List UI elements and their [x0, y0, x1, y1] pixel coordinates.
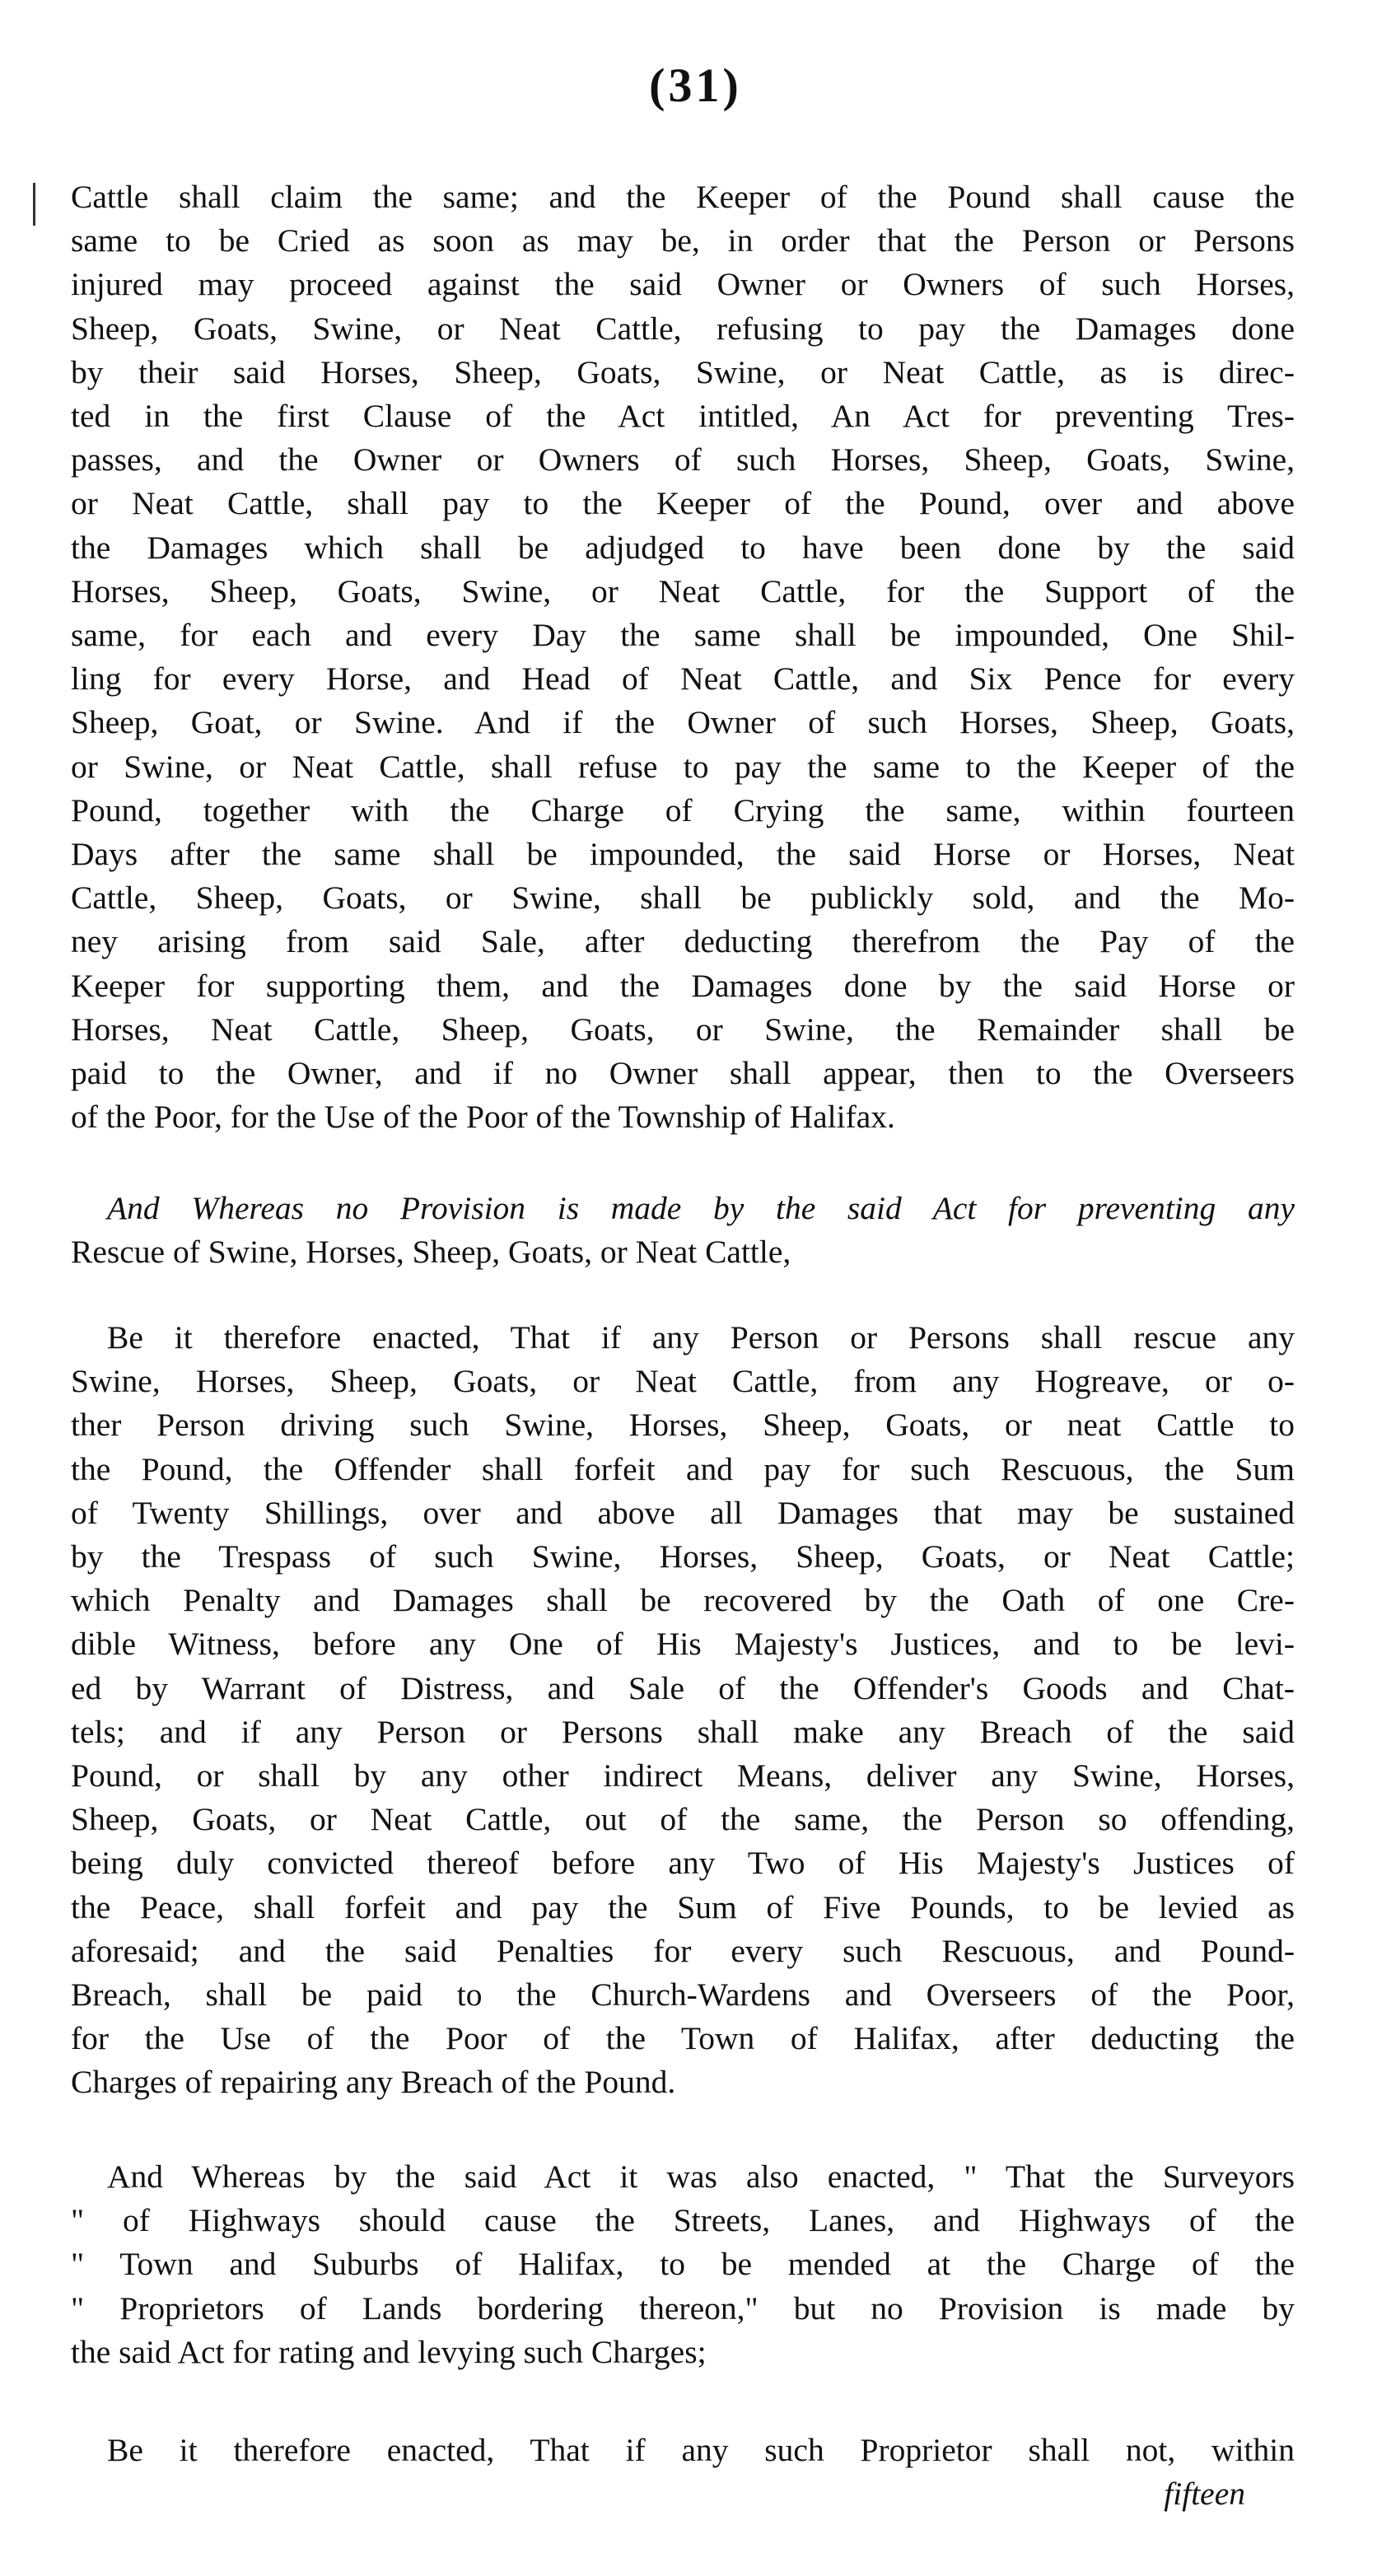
text-line: ling for every Horse, and Head of Neat Cattle, and Six Pence for every — [71, 660, 1295, 698]
text-line: the Pound, the Offender shall forfeit and pay for such Rescuous, the Sum — [71, 1450, 1295, 1487]
text-line: same, for each and every Day the same shall be impounded, One Shil- — [71, 617, 1295, 654]
text-line: Be it therefore enacted, That if any such Proprietor shall not, within — [107, 2432, 1295, 2468]
text-line: Days after the same shall be impounded, the said Horse or Horses, Neat — [71, 836, 1295, 873]
paragraph-enacted-proprietor — [71, 2429, 1295, 2516]
text-line: tels; and if any Person or Persons shall make any Breach of the said — [71, 1713, 1295, 1750]
text-line: Pound, or shall by any other indirect Means, deliver any Swine, Horses, — [71, 1757, 1295, 1794]
text-line: And Whereas no Provision is made by the said Act for preventing any — [107, 1190, 1295, 1226]
text-line: Horses, Neat Cattle, Sheep, Goats, or Swine, the Remainder shall be — [71, 1010, 1295, 1048]
text-line: the said Act for rating and levying such Charges; — [71, 2333, 707, 2370]
text-line: being duly convicted thereof before any Two of His Majesty's Justices of — [71, 1845, 1295, 1882]
paragraph-whereas-highways — [71, 2155, 1295, 2374]
margin-mark — [33, 183, 35, 226]
text-line: Sheep, Goats, Swine, or Neat Cattle, refusing to pay the Damages done — [71, 310, 1295, 347]
text-line: of the Poor, for the Use of the Poor of the Township of Halifax. — [71, 1099, 895, 1136]
text-line: Charges of repairing any Breach of the Pound. — [71, 2064, 676, 2101]
text-line: Keeper for supporting them, and the Damages done by the said Horse or — [71, 967, 1295, 1004]
text-line: Swine, Horses, Sheep, Goats, or Neat Cattle, from any Hogreave, or o- — [71, 1363, 1295, 1400]
text-line: ney arising from said Sale, after deducting therefrom the Pay of the — [71, 923, 1295, 960]
text-line: same to be Cried as soon as may be, in order that the Person or Persons — [71, 222, 1295, 259]
text-line: ther Person driving such Swine, Horses, Sheep, Goats, or neat Cattle to — [71, 1407, 1295, 1444]
text-line: Cattle, Sheep, Goats, or Swine, shall be publickly sold, and the Mo- — [71, 880, 1295, 917]
text-line: Sheep, Goat, or Swine. And if the Owner of such Horses, Sheep, Goats, — [71, 704, 1295, 741]
text-line: of Twenty Shillings, over and above all Damages that may be sustained — [71, 1494, 1295, 1531]
text-line: which Penalty and Damages shall be recovered by the Oath of one Cre- — [71, 1582, 1295, 1619]
text-line: " of Highways should cause the Streets, Lanes, and Highways of the — [71, 2202, 1295, 2239]
text-line: Horses, Sheep, Goats, Swine, or Neat Cattle, for the Support of the — [71, 572, 1295, 609]
text-line: " Proprietors of Lands bordering thereon," but no Provision is made by — [71, 2289, 1295, 2326]
text-line: Pound, together with the Charge of Crying the same, within fourteen — [71, 791, 1295, 828]
text-line: And Whereas by the said Act it was also enacted, " That the Surveyors — [107, 2158, 1295, 2195]
text-line: or Swine, or Neat Cattle, shall refuse to pay the same to the Keeper of the — [71, 748, 1295, 785]
text-line: or Neat Cattle, shall pay to the Keeper of the Pound, over and above — [71, 485, 1295, 522]
paragraph-enacted-rescue — [71, 1316, 1295, 2105]
text-line: Sheep, Goats, or Neat Cattle, out of the same, the Person so offending, — [71, 1801, 1295, 1838]
text-line: by their said Horses, Sheep, Goats, Swine, or Neat Cattle, as is direc- — [71, 353, 1295, 390]
text-line: paid to the Owner, and if no Owner shall appear, then to the Overseers — [71, 1055, 1295, 1092]
page-number: (31) — [649, 58, 742, 112]
text-line: Cattle shall claim the same; and the Keeper of the Pound shall cause the — [71, 179, 1295, 215]
text-line: injured may proceed against the said Owner or Owners of such Horses, — [71, 266, 1295, 303]
text-line: the Damages which shall be adjudged to have been done by the said — [71, 529, 1295, 566]
text-line: dible Witness, before any One of His Majesty's Justices, and to be levi- — [71, 1626, 1295, 1663]
text-line: passes, and the Owner or Owners of such Horses, Sheep, Goats, Swine, — [71, 441, 1295, 478]
text-line: Breach, shall be paid to the Church-Wardens and Overseers of the Poor, — [71, 1976, 1295, 2014]
text-line: " Town and Suburbs of Halifax, to be mended at the Charge of the — [71, 2246, 1295, 2283]
catchword: fifteen — [1164, 2476, 1245, 2513]
text-line: aforesaid; and the said Penalties for every such Rescuous, and Pound- — [71, 1932, 1295, 1969]
text-line: by the Trespass of such Swine, Horses, Sheep, Goats, or Neat Cattle; — [71, 1538, 1295, 1575]
paragraph-whereas-rescue — [71, 1187, 1295, 1274]
text-line: Be it therefore enacted, That if any Person or Persons shall rescue any — [107, 1319, 1295, 1356]
text-line: for the Use of the Poor of the Town of Halifax, after deducting the — [71, 2020, 1295, 2057]
text-line: ted in the first Clause of the Act intitled, An Act for preventing Tres- — [71, 398, 1295, 435]
paragraph-pound-keeper — [71, 175, 1295, 1139]
text-line: ed by Warrant of Distress, and Sale of the Offender's Goods and Chat- — [71, 1669, 1295, 1706]
text-line: the Peace, shall forfeit and pay the Sum of Five Pounds, to be levied as — [71, 1888, 1295, 1925]
text-line: Rescue of Swine, Horses, Sheep, Goats, or Neat Cattle, — [71, 1234, 791, 1271]
